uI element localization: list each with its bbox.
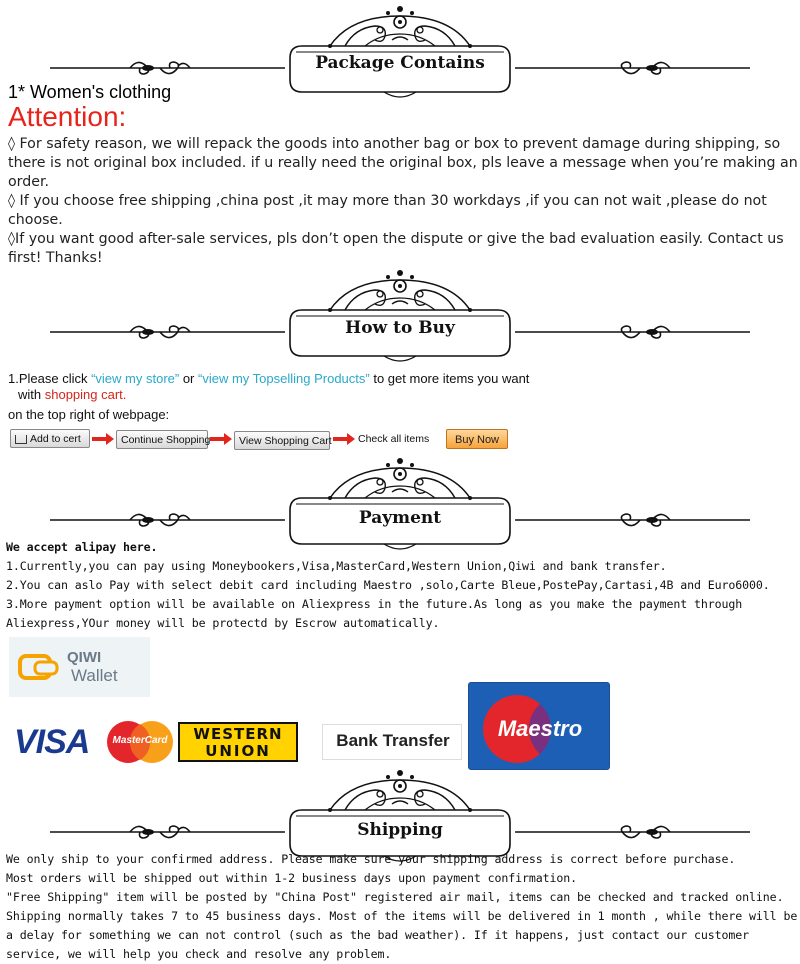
cart-icon — [15, 435, 27, 444]
payment-line: 1.Currently,you can pay using Moneybookers,Visa,MasterCard,Western Union,Qiwi and bank transfer. — [6, 559, 667, 573]
section-header-payment — [0, 452, 800, 542]
maestro-text: Maestro — [497, 716, 583, 741]
maestro-logo — [468, 682, 610, 770]
attention-note: ◊ For safety reason, we will repack the goods into another bag or box to prevent damage during shipping, so there is not original box included. if u really need the original box, pls leave a message when you’re making an order. — [8, 136, 798, 190]
add-to-cart-button[interactable] — [10, 429, 90, 448]
arrow-right-icon — [333, 433, 355, 445]
shipping-line: We only ship to your confirmed address. Please make sure your shipping address is correct before purchase. — [6, 852, 736, 866]
shipping-line: Shipping normally takes 7 to 45 business days. Most of the items will be delivered in 1 month , while there will be a delay for something we can not control (such as the bad weather). If it happens, just contact our customer service, we will help you check and resolve any problem. — [6, 909, 798, 961]
qiwi-wallet-logo — [9, 637, 150, 697]
section-header-shipping — [0, 764, 800, 854]
qiwi-icon — [17, 648, 67, 688]
section-title: How to Buy — [345, 318, 455, 338]
payment-lead: We accept alipay here. — [6, 540, 158, 554]
mastercard-text: MasterCard — [112, 735, 168, 746]
ornament-divider — [0, 452, 800, 552]
topselling-link[interactable]: “view my Topselling Products” — [198, 371, 370, 386]
attention-heading: Attention: — [8, 101, 127, 132]
arrow-right-icon — [210, 433, 232, 445]
section-header-how-to-buy — [0, 264, 800, 354]
attention-note: ◊ If you choose free shipping ,china post ,it may more than 30 workdays ,if you can not wait ,please do not choose. — [8, 193, 767, 228]
payment-line: 3.More payment option will be available on Aliexpress in the future.As long as you make the payment through Aliexpress,YOur money will be protectd by Escrow automatically. — [6, 597, 743, 630]
union-text: UNION — [205, 742, 271, 760]
view-shopping-cart-button[interactable]: View Shopping Cart — [234, 431, 330, 450]
instruction-text: with — [18, 387, 45, 402]
instruction-text: to get more items you want — [369, 371, 530, 386]
section-title: Shipping — [357, 820, 443, 840]
shipping-line: Most orders will be shipped out within 1-2 business days upon payment confirmation. — [6, 871, 578, 885]
arrow-right-icon — [92, 433, 114, 445]
continue-shopping-button[interactable]: Continue Shopping — [116, 430, 208, 449]
check-items-label: Check all items — [358, 433, 430, 445]
western-text: WESTERN — [193, 725, 283, 743]
package-item: 1* Women's clothing — [8, 82, 172, 102]
how-to-buy-instruction — [8, 371, 568, 403]
section-title: Payment — [358, 508, 442, 528]
button-label: Add to cert — [30, 433, 81, 445]
western-union-logo — [178, 722, 298, 762]
mastercard-logo — [104, 720, 176, 764]
payment-line: 2.You can aslo Pay with select debit card including Maestro ,solo,Carte Bleue,PostePay,Cartasi,4B and Euro6000. — [6, 578, 770, 592]
buy-now-button[interactable]: Buy Now — [446, 429, 508, 449]
shopping-cart-link[interactable]: shopping cart. — [44, 387, 127, 402]
instruction-location: on the top right of webpage: — [8, 407, 170, 422]
section-header-package — [0, 0, 800, 90]
view-store-link[interactable]: “view my store” — [91, 371, 180, 386]
attention-note: ◊If you want good after-sale services, pls don’t open the dispute or give the bad evaluation easily. Contact us first! Thanks! — [8, 231, 784, 266]
bank-transfer-logo — [322, 724, 462, 760]
instruction-text: or — [179, 371, 199, 386]
section-title: Package Contains — [315, 53, 485, 73]
bank-transfer-text: Bank Transfer — [336, 731, 450, 750]
visa-text: VISA — [14, 723, 90, 761]
instruction-text: 1.Please click — [8, 371, 92, 386]
wallet-text: Wallet — [71, 666, 118, 685]
ornament-divider — [0, 264, 800, 364]
qiwi-text: QIWI — [67, 649, 102, 666]
visa-logo — [14, 722, 100, 762]
shipping-line: "Free Shipping" item will be posted by "China Post" registered air mail, items can be checked and tracked online. — [6, 890, 784, 904]
ornament-divider — [0, 764, 800, 864]
